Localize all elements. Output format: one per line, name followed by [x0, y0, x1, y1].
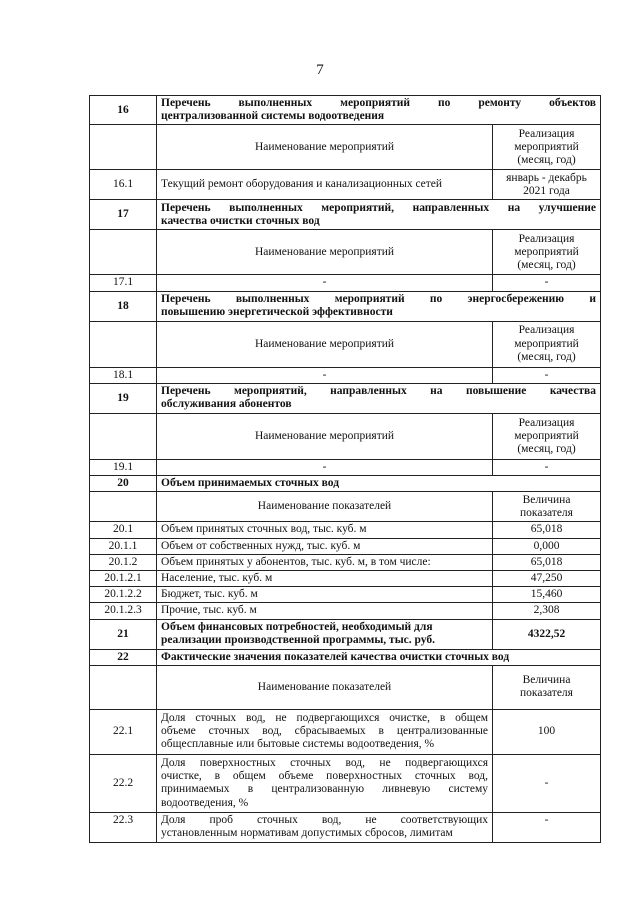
item-name: Прочие, тыс. куб. м [157, 603, 493, 619]
cell-line: Величина [522, 493, 571, 506]
section-value: 4322,52 [493, 619, 601, 649]
item-name: - [157, 275, 493, 291]
table-row [90, 619, 601, 649]
cell-line: Перечень выполненных мероприятий по ремонту объектов [161, 97, 596, 109]
table-row [90, 200, 601, 230]
item-number: 20.1.2.3 [90, 603, 157, 619]
item-name [157, 812, 493, 842]
table-row [90, 383, 601, 413]
item-name: - [157, 459, 493, 475]
empty-cell [90, 321, 157, 367]
column-header-name: Наименование мероприятий [157, 413, 493, 459]
cell-line: 47,250 [530, 571, 563, 584]
table-row [90, 492, 601, 522]
table-row [90, 522, 601, 538]
cell-line: показателя [520, 506, 573, 519]
table-row [90, 459, 601, 475]
item-number: 20.1 [90, 522, 157, 538]
column-header-name: Наименование показателей [157, 492, 493, 522]
item-name: Объем принятых сточных вод, тыс. куб. м [157, 522, 493, 538]
table-row [90, 367, 601, 383]
cell-line: - [544, 276, 549, 289]
item-number: 18.1 [90, 367, 157, 383]
cell-line: реализации производственной программы, тыс. руб. [161, 634, 435, 647]
section-number: 20 [90, 476, 157, 492]
item-value [493, 459, 601, 475]
cell-line: - [544, 368, 549, 381]
item-name: Объем принятых у абонентов, тыс. куб. м, в том числе: [157, 554, 493, 570]
cell-line: централизованной системы водоотведения [161, 110, 385, 123]
cell-line: 2,308 [533, 604, 560, 617]
column-header-value [493, 321, 601, 367]
section-number: 16 [90, 96, 157, 125]
table-row [90, 170, 601, 200]
cell-line: принимаемых в централизованную ливневую систему [161, 783, 488, 796]
table-row [90, 587, 601, 603]
cell-line: 15,460 [530, 588, 563, 601]
table-row [90, 321, 601, 367]
cell-line: (месяц, год) [517, 154, 576, 167]
item-number: 20.1.1 [90, 538, 157, 554]
empty-cell [90, 230, 157, 275]
table-row [90, 96, 601, 125]
item-name [157, 754, 493, 812]
item-value [493, 170, 601, 200]
empty-cell [90, 413, 157, 459]
cell-line: - [544, 776, 549, 789]
item-value [493, 603, 601, 619]
table-row [90, 812, 601, 842]
section-title [157, 291, 601, 321]
empty-cell [90, 492, 157, 522]
section-title: Объем принимаемых сточных вод [157, 476, 601, 492]
item-number: 19.1 [90, 459, 157, 475]
cell-line: мероприятий [514, 140, 579, 153]
item-name [157, 709, 493, 754]
item-value [493, 709, 601, 754]
item-value [493, 570, 601, 586]
column-header-value [493, 125, 601, 170]
item-number: 17.1 [90, 275, 157, 291]
table-row [90, 538, 601, 554]
item-value [493, 275, 601, 291]
column-header-value [493, 665, 601, 709]
section-title [157, 383, 601, 413]
item-number: 20.1.2.2 [90, 587, 157, 603]
table-row [90, 291, 601, 321]
item-value [493, 554, 601, 570]
item-name: - [157, 367, 493, 383]
section-number: 21 [90, 619, 157, 649]
item-name: Население, тыс. куб. м [157, 570, 493, 586]
item-value [493, 754, 601, 812]
empty-cell [90, 125, 157, 170]
item-value [493, 522, 601, 538]
item-name: Текущий ремонт оборудования и канализационных сетей [157, 170, 493, 200]
table-row [90, 570, 601, 586]
table-row [90, 230, 601, 275]
table-row [90, 413, 601, 459]
column-header-value [493, 230, 601, 275]
item-value [493, 587, 601, 603]
item-number: 20.1.2.1 [90, 570, 157, 586]
item-number: 22.2 [90, 754, 157, 812]
cell-line: Реализация [518, 127, 575, 140]
cell-line: Доля сточных вод, не подвергающихся очистке, в общем [161, 712, 488, 725]
item-value [493, 367, 601, 383]
cell-line: Объем финансовых потребностей, необходимый для [161, 620, 433, 633]
section-number: 17 [90, 200, 157, 230]
cell-line: (месяц, год) [517, 259, 576, 272]
cell-line: очистке, в общем объеме поверхностных сточных вод, [161, 770, 488, 783]
cell-line: Доля проб сточных вод, не соответствующих [161, 813, 488, 826]
cell-line: мероприятий [514, 429, 579, 442]
item-name: Объем от собственных нужд, тыс. куб. м [157, 538, 493, 554]
cell-line: Доля поверхностных сточных вод, не подвергающихся [161, 756, 488, 769]
column-header-name: Наименование мероприятий [157, 321, 493, 367]
cell-line: Реализация [518, 416, 575, 429]
section-number: 22 [90, 649, 157, 665]
cell-line: показателя [520, 687, 573, 700]
table-row [90, 709, 601, 754]
item-number: 22.3 [90, 812, 157, 842]
table-row [90, 275, 601, 291]
page-number: 7 [316, 62, 324, 78]
cell-line: Перечень мероприятий, направленных на повышение качества [161, 385, 596, 398]
cell-line: - [544, 813, 549, 826]
table-row [90, 754, 601, 812]
empty-cell [90, 665, 157, 709]
cell-line: качества очистки сточных вод [161, 214, 320, 227]
table-row [90, 665, 601, 709]
item-number: 16.1 [90, 170, 157, 200]
cell-line: - [544, 460, 549, 473]
cell-line: 2021 года [523, 184, 570, 197]
cell-line: Реализация [518, 324, 575, 337]
cell-line: повышению энергетической эффективности [161, 306, 393, 319]
cell-line: мероприятий [514, 337, 579, 350]
program-table [89, 95, 601, 843]
table-row [90, 649, 601, 665]
cell-line: 0,000 [533, 539, 560, 552]
section-title [157, 96, 601, 125]
cell-line: Перечень выполненных мероприятий по энергосбережению и [161, 292, 596, 305]
item-number: 22.1 [90, 709, 157, 754]
item-value [493, 812, 601, 842]
section-title [157, 200, 601, 230]
column-header-name: Наименование мероприятий [157, 125, 493, 170]
cell-line: общесплавные или бытовые системы водоотведения, % [161, 738, 435, 751]
item-name: Бюджет, тыс. куб. м [157, 587, 493, 603]
cell-line: Реализация [518, 232, 575, 245]
section-number: 19 [90, 383, 157, 413]
item-value [493, 538, 601, 554]
cell-line: 100 [537, 725, 556, 738]
cell-line: водоотведения, % [161, 796, 249, 809]
cell-line: 65,018 [530, 555, 563, 568]
cell-line: 65,018 [530, 523, 563, 536]
item-number: 20.1.2 [90, 554, 157, 570]
column-header-name: Наименование показателей [157, 665, 493, 709]
cell-line: январь - декабрь [506, 171, 587, 184]
table-row [90, 125, 601, 170]
section-title [157, 619, 493, 649]
cell-line: объеме сточных вод, сбрасываемых в централизованные [161, 725, 488, 738]
cell-line: установленным нормативам допустимых сбросов, лимитам [161, 827, 453, 840]
table-row [90, 476, 601, 492]
cell-line: Перечень выполненных мероприятий, направленных на улучшение [161, 201, 596, 214]
cell-line: Величина [522, 674, 571, 687]
section-title: Фактические значения показателей качества очистки сточных вод [157, 649, 601, 665]
column-header-value [493, 492, 601, 522]
cell-line: мероприятий [514, 245, 579, 258]
section-number: 18 [90, 291, 157, 321]
cell-line: (месяц, год) [517, 350, 576, 363]
cell-line: (месяц, год) [517, 442, 576, 455]
column-header-value [493, 413, 601, 459]
table-row [90, 554, 601, 570]
column-header-name: Наименование мероприятий [157, 230, 493, 275]
cell-line: обслуживания абонентов [161, 398, 292, 411]
table-row [90, 603, 601, 619]
